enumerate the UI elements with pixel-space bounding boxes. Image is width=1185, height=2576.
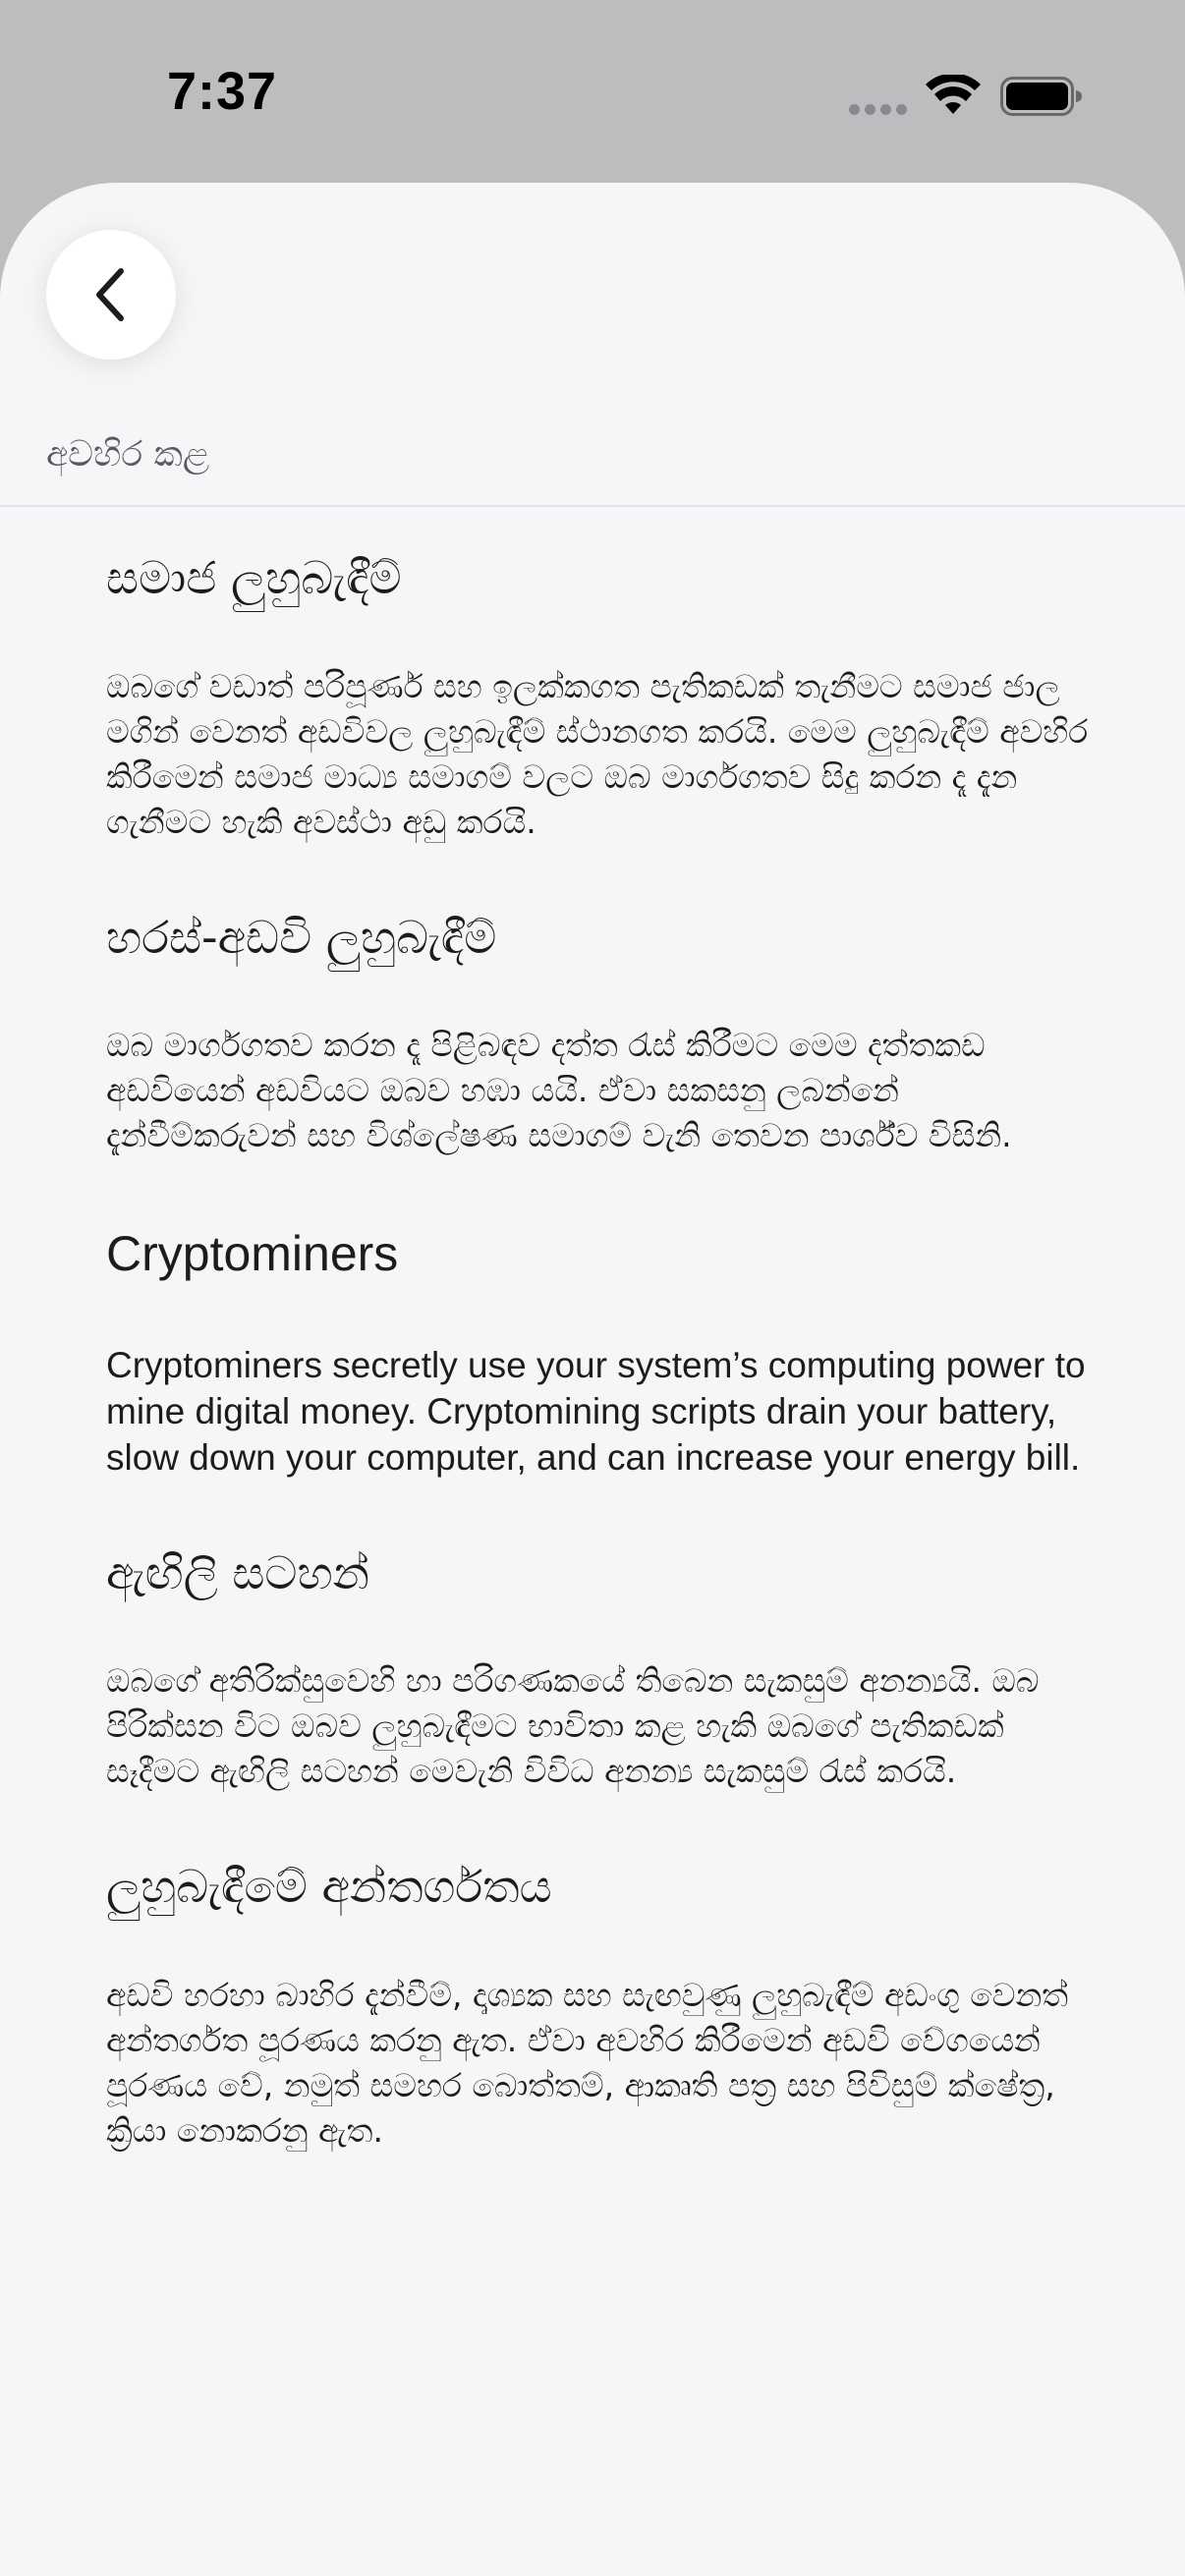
section-body: Cryptominers secretly use your system’s computing power to mine digital money. Cryptomining scripts drain your battery, slow down your computer, and can increase your energy bill. [106, 1344, 1086, 1478]
section-cryptominers [106, 1223, 1089, 1481]
section-title: ලුහුබැඳීමේ අන්තර්ගතය [106, 1860, 552, 1913]
signal-dots-icon [849, 104, 908, 116]
chevron-left-icon [85, 265, 137, 324]
status-bar [0, 0, 1185, 183]
blocked-trackers-sheet [0, 183, 1185, 2576]
header-divider [0, 505, 1185, 507]
section-title: ඇඟිලි සටහන් [106, 1545, 370, 1599]
section-title: හරස්-අඩවි ලුහුබැඳීම් [106, 910, 497, 964]
section-body: ඔබගේ අතිරික්සුවෙහි හා පරිගණකයේ තිබෙන සැකසුම් අනන්‍යයි. ඔබ පිරික්සන විට ඔබව ලුහුබැඳීමට භාවිතා කළ හැකි ඔබගේ පැතිකඩක් සෑදීමට ඇඟිලි සටහන් මෙවැනි විවිධ අනන්‍ය සැකසුම් රැස් කරයි. [106, 1661, 1040, 1790]
section-title: Cryptominers [106, 1226, 399, 1281]
status-time: 7:37 [167, 62, 278, 121]
back-button[interactable] [46, 230, 176, 360]
section-social-trackers [106, 550, 1089, 845]
section-cross-site-trackers [106, 910, 1089, 1159]
page-subtitle: අවහිර කළ [46, 434, 210, 475]
section-body: ඔබ මාර්ගගතව කරන දෑ පිළිබඳව දත්ත රැස් කිරීමට මෙම දත්තකඩ අඩවියෙන් අඩවියට ඔබව හඹා යයි. ඒවා සකසනු ලබන්නේ දැන්වීම්කරුවන් සහ විශ්ලේෂණ සමාගම් වැනි තෙවන පාර්ශ්ව විසිනි. [106, 1026, 1012, 1154]
section-body: ඔබගේ වඩාත් පරිපූර්ණ සහ ඉලක්කගත පැතිකඩක් තැනීමට සමාජ ජාල මගින් වෙනත් අඩවිවල ලුහුබැඳීම් ස්ථානගත කරයි. මෙම ලුහුබැඳීම් අවහිර කිරීමෙන් සමාජ මාධ්‍ය සමාගම් වලට ඔබ මාර්ගගතව සිදු කරන දෑ දැන ගැනීමට හැකි අවස්ථා අඩු කරයි. [106, 666, 1089, 841]
section-tracking-content [106, 1859, 1089, 2154]
battery-icon [1000, 77, 1083, 116]
tracker-categories-list [106, 550, 1089, 2218]
section-body: අඩවි හරහා බාහිර දැන්වීම්, දෘශ්‍යක සහ සැඟවුණු ලුහුබැඳීම් අඩංගු වෙනත් අන්තර්ගත පූරණය කරනු ඇත. ඒවා අවහිර කිරීමෙන් අඩවි වේගයෙන් පූරණය වේ, නමුත් සමහර බොත්තම්, ආකෘති පත්‍ර සහ පිවිසුම් ක්ෂේත්‍ර, ක්‍රියා නොකරනු ඇත. [106, 1975, 1069, 2150]
section-title: සමාජ ලුහුබැඳීම් [106, 551, 402, 604]
wifi-icon [926, 75, 981, 116]
section-fingerprinters [106, 1545, 1089, 1795]
